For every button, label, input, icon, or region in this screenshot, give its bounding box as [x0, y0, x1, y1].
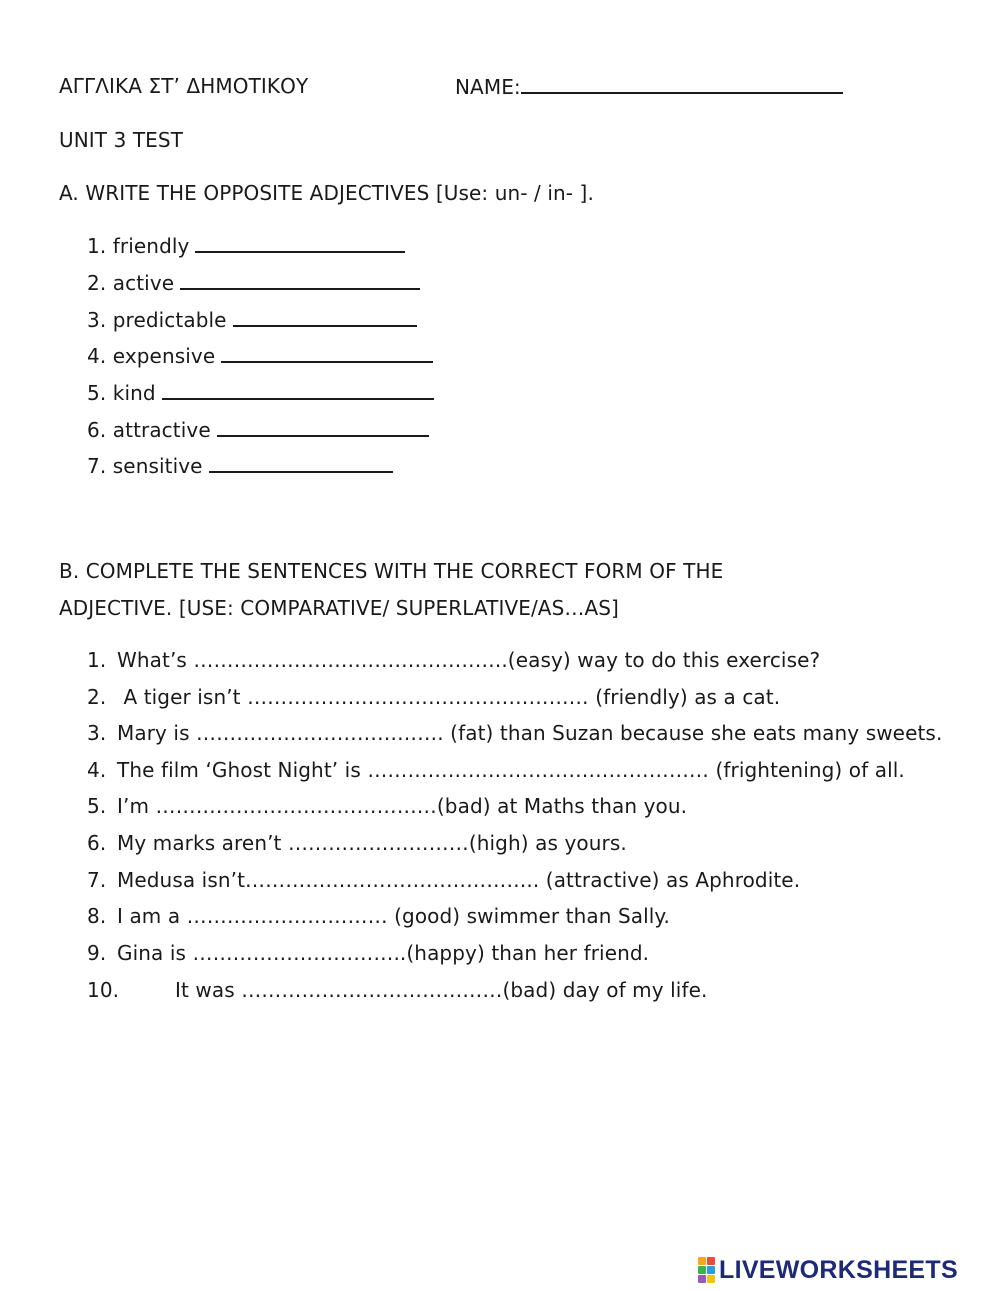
logo-block — [698, 1257, 706, 1265]
list-item — [87, 453, 393, 478]
class-label: ΑΓΓΛΙΚΑ ΣΤ’ ΔΗΜΟΤΙΚΟΥ — [59, 74, 309, 98]
list-item — [87, 685, 780, 709]
section-b-instruction-line-2: ADJECTIVE. [USE: COMPARATIVE/ SUPERLATIVE/AS…AS] — [59, 596, 619, 620]
list-item — [87, 307, 417, 332]
item-word: friendly — [112, 234, 190, 258]
logo-block — [698, 1266, 706, 1274]
answer-blank[interactable] — [180, 270, 420, 290]
list-item — [87, 794, 687, 818]
item-word: expensive — [112, 344, 216, 368]
item-number: 4. — [87, 758, 107, 782]
item-number: 1. — [87, 234, 107, 258]
item-number: 2. — [87, 685, 107, 709]
name-field[interactable] — [455, 74, 843, 99]
item-word: sensitive — [112, 454, 203, 478]
list-item — [87, 868, 800, 892]
sentence-text: The film ‘Ghost Night’ is …………………………………………… (frightening) of all. — [117, 758, 905, 782]
list-item — [87, 721, 942, 745]
item-number: 1. — [87, 648, 107, 672]
sentence-text: Medusa isn’t…………………………………….. (attractive) as Aphrodite. — [117, 868, 801, 892]
item-number: 5. — [87, 381, 107, 405]
answer-blank[interactable] — [195, 233, 405, 253]
logo-blocks-icon — [698, 1257, 715, 1283]
list-item — [87, 648, 820, 672]
section-a-instruction: A. WRITE THE OPPOSITE ADJECTIVES [Use: un- / in- ]. — [59, 181, 594, 205]
item-number: 2. — [87, 271, 107, 295]
sentence-text: I’m ……………………………………(bad) at Maths than you. — [117, 794, 688, 818]
liveworksheets-logo[interactable] — [698, 1256, 958, 1284]
logo-block — [707, 1257, 715, 1265]
list-item — [87, 978, 707, 1002]
sentence-text: A tiger isn’t …………………………………………… (friendly) as a cat. — [117, 685, 781, 709]
logo-block — [707, 1266, 715, 1274]
sentence-text: What’s ………………………………………..(easy) way to do this exercise? — [117, 648, 821, 672]
item-number: 3. — [87, 308, 107, 332]
list-item — [87, 417, 429, 442]
list-item — [87, 270, 420, 295]
item-number: 10. — [87, 978, 120, 1002]
item-word: kind — [112, 381, 156, 405]
name-label: NAME: — [455, 75, 521, 99]
logo-block — [707, 1275, 715, 1283]
item-number: 4. — [87, 344, 107, 368]
name-blank[interactable] — [521, 74, 843, 94]
logo-text: LIVEWORKSHEETS — [719, 1255, 958, 1284]
item-word: active — [112, 271, 175, 295]
answer-blank[interactable] — [217, 417, 429, 437]
answer-blank[interactable] — [233, 307, 417, 327]
list-item — [87, 904, 670, 928]
sentence-text: Mary is ………………………………. (fat) than Suzan because she eats many sweets. — [117, 721, 943, 745]
item-word: attractive — [112, 418, 211, 442]
item-number: 5. — [87, 794, 107, 818]
section-b-instruction-line-1: B. COMPLETE THE SENTENCES WITH THE CORRECT FORM OF THE — [59, 559, 724, 583]
item-number: 8. — [87, 904, 107, 928]
item-number: 6. — [87, 831, 107, 855]
list-item — [87, 233, 405, 258]
item-number: 9. — [87, 941, 107, 965]
list-item — [87, 941, 649, 965]
list-item — [87, 831, 627, 855]
answer-blank[interactable] — [209, 453, 393, 473]
list-item — [87, 380, 434, 405]
list-item — [87, 758, 905, 782]
item-number: 3. — [87, 721, 107, 745]
item-word: predictable — [112, 308, 227, 332]
item-number: 6. — [87, 418, 107, 442]
sentence-text: I am a ………………………… (good) swimmer than Sally. — [117, 904, 670, 928]
sentence-text: My marks aren’t ………………………(high) as yours. — [117, 831, 627, 855]
item-number: 7. — [87, 454, 107, 478]
logo-block — [698, 1275, 706, 1283]
sentence-text: It was …………………………………(bad) day of my life. — [175, 978, 708, 1002]
item-number: 7. — [87, 868, 107, 892]
answer-blank[interactable] — [221, 343, 433, 363]
unit-title: UNIT 3 TEST — [59, 128, 184, 152]
answer-blank[interactable] — [162, 380, 434, 400]
list-item — [87, 343, 433, 368]
sentence-text: Gina is …………………………..(happy) than her friend. — [117, 941, 650, 965]
